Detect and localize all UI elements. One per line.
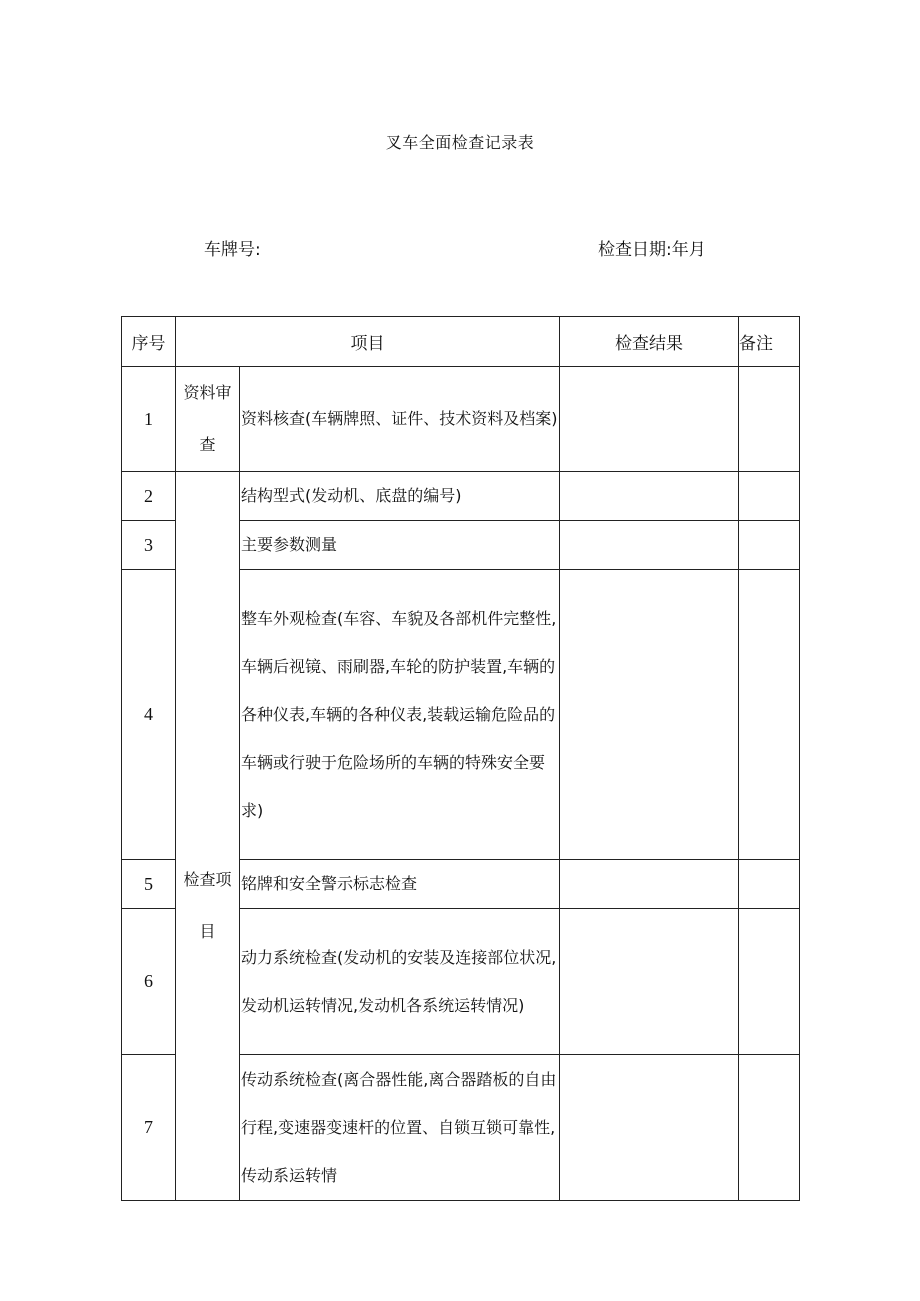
row-seq: 3: [122, 521, 176, 570]
row-item: 铭牌和安全警示标志检查: [240, 860, 560, 909]
inspection-date-label: 检查日期:年月: [598, 240, 706, 260]
category-document-review: 资料审查: [176, 367, 240, 472]
row-result[interactable]: [560, 472, 739, 521]
table-header-row: [122, 317, 800, 367]
row-remark[interactable]: [739, 909, 800, 1055]
row-seq: 7: [122, 1055, 176, 1201]
category-inspection-items: 检查项目: [176, 472, 240, 1201]
row-remark[interactable]: [739, 1055, 800, 1201]
row-item: 结构型式(发动机、底盘的编号): [240, 472, 560, 521]
inspection-record-table: [121, 316, 800, 1201]
row-seq: 5: [122, 860, 176, 909]
row-result[interactable]: [560, 1055, 739, 1201]
row-item: 动力系统检查(发动机的安装及连接部位状况,发动机运转情况,发动机各系统运转情况): [240, 909, 560, 1055]
row-item: 整车外观检查(车容、车貌及各部机件完整性,车辆后视镜、雨刷器,车轮的防护装置,车辆的各种仪表,车辆的各种仪表,装载运输危险品的车辆或行驶于危险场所的车辆的特殊安全要求): [240, 570, 560, 860]
document-title: 叉车全面检查记录表: [385, 133, 535, 152]
row-item: 资料核查(车辆牌照、证件、技术资料及档案): [240, 367, 560, 472]
header-result: 检查结果: [560, 317, 739, 367]
table-row: [122, 367, 800, 472]
row-seq: 1: [122, 367, 176, 472]
row-remark[interactable]: [739, 570, 800, 860]
row-seq: 2: [122, 472, 176, 521]
row-remark[interactable]: [739, 367, 800, 472]
table-row: [122, 472, 800, 521]
row-result[interactable]: [560, 521, 739, 570]
header-remark: 备注: [739, 317, 800, 367]
header-seq: 序号: [122, 317, 176, 367]
row-result[interactable]: [560, 860, 739, 909]
row-remark[interactable]: [739, 472, 800, 521]
header-item: 项目: [176, 317, 560, 367]
row-item: 传动系统检查(离合器性能,离合器踏板的自由行程,变速器变速杆的位置、自锁互锁可靠性,传动系运转情: [240, 1055, 560, 1201]
plate-number-label: 车牌号:: [204, 240, 261, 260]
row-seq: 6: [122, 909, 176, 1055]
row-seq: 4: [122, 570, 176, 860]
row-result[interactable]: [560, 367, 739, 472]
row-result[interactable]: [560, 909, 739, 1055]
row-remark[interactable]: [739, 521, 800, 570]
row-result[interactable]: [560, 570, 739, 860]
row-remark[interactable]: [739, 860, 800, 909]
row-item: 主要参数测量: [240, 521, 560, 570]
